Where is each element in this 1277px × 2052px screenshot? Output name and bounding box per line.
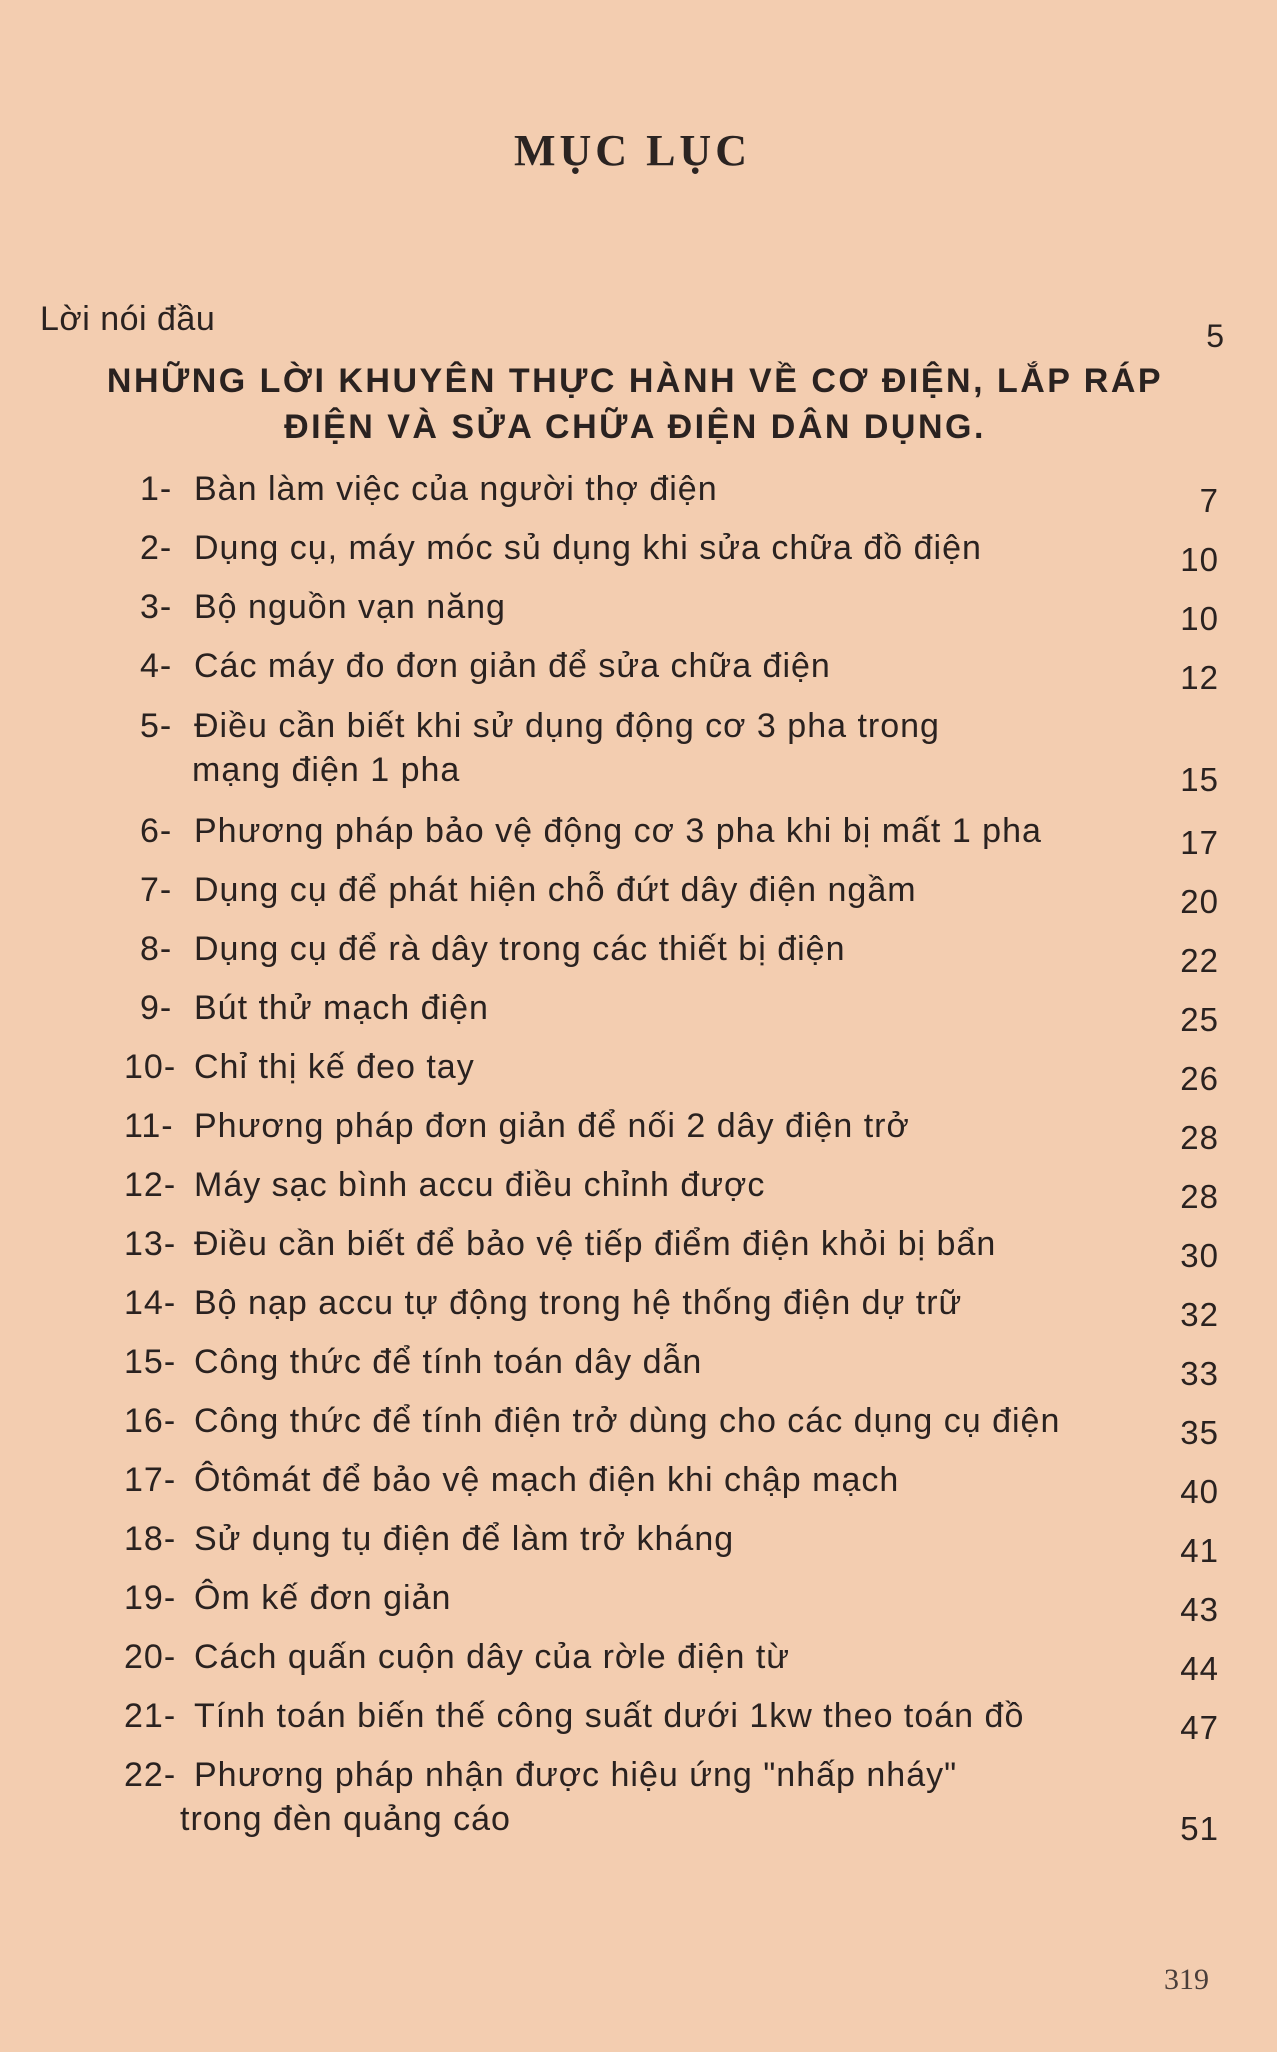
toc-entry-text-continued: trong đèn quảng cáo bbox=[180, 1800, 511, 1838]
toc-entry-page: 43 bbox=[1180, 1591, 1219, 1628]
toc-entry-text: Dụng cụ, máy móc sủ dụng khi sửa chữa đồ điện bbox=[194, 529, 982, 567]
toc-entry-text: Điều cần biết để bảo vệ tiếp điểm điện khỏi bị bẩn bbox=[194, 1225, 997, 1263]
toc-entry-text: Dụng cụ để rà dây trong các thiết bị điện bbox=[194, 930, 846, 968]
toc-entry-text: Ôm kế đơn giản bbox=[194, 1579, 452, 1617]
toc-entry-number: 22- bbox=[124, 1756, 177, 1794]
toc-entry-number: 5- bbox=[140, 707, 173, 745]
toc-entry-number: 18- bbox=[124, 1520, 177, 1558]
toc-entry-page: 10 bbox=[1180, 600, 1219, 637]
section-title-line-1: NHỮNG LỜI KHUYÊN THỰC HÀNH VỀ CƠ ĐIỆN, LẮP RÁP bbox=[106, 362, 1164, 400]
section-title bbox=[70, 358, 1200, 450]
toc-entry-text: Tính toán biến thế công suất dưới 1kw theo toán đồ bbox=[194, 1697, 1025, 1735]
toc-entry-text: Cách quấn cuộn dây của rờle điện từ bbox=[194, 1638, 791, 1676]
toc-entry-number: 11- bbox=[124, 1107, 174, 1145]
page-number: 319 bbox=[1164, 1963, 1209, 1996]
toc-entry-page: 41 bbox=[1180, 1532, 1219, 1569]
toc-entry-text: Phương pháp bảo vệ động cơ 3 pha khi bị mất 1 pha bbox=[194, 812, 1042, 850]
toc-entry-text: Bộ nguồn vạn năng bbox=[194, 588, 506, 626]
toc-entry-number: 10- bbox=[124, 1048, 177, 1086]
toc-entry-page: 10 bbox=[1180, 541, 1219, 578]
toc-entry-number: 8- bbox=[140, 930, 173, 968]
toc-entry-page: 28 bbox=[1180, 1119, 1219, 1156]
toc-entry-page: 47 bbox=[1180, 1709, 1219, 1746]
toc-entry-text: Điều cần biết khi sử dụng động cơ 3 pha trong bbox=[194, 707, 940, 745]
toc-entry-number: 21- bbox=[124, 1697, 177, 1735]
toc-entry-page: 51 bbox=[1180, 1810, 1219, 1847]
toc-entry-page: 40 bbox=[1180, 1473, 1219, 1510]
toc-entry-page: 35 bbox=[1180, 1414, 1219, 1451]
toc-entry-text: Dụng cụ để phát hiện chỗ đứt dây điện ngầm bbox=[194, 871, 917, 909]
toc-entry-number: 16- bbox=[124, 1402, 177, 1440]
toc-entry-text: Bút thử mạch điện bbox=[194, 989, 489, 1027]
toc-entry-page: 32 bbox=[1180, 1296, 1219, 1333]
toc-entry-page: 30 bbox=[1180, 1237, 1219, 1274]
toc-entry-number: 15- bbox=[124, 1343, 177, 1381]
toc-entry-page: 20 bbox=[1180, 883, 1219, 920]
toc-entry-number: 20- bbox=[124, 1638, 177, 1676]
toc-entry-text: Chỉ thị kế đeo tay bbox=[194, 1048, 475, 1086]
section-title-line-2: ĐIỆN VÀ SỬA CHỮA ĐIỆN DÂN DỤNG. bbox=[284, 408, 986, 446]
preface-label: Lời nói đầu bbox=[40, 300, 216, 338]
toc-entry-text: Công thức để tính toán dây dẫn bbox=[194, 1343, 703, 1381]
toc-entry-page: 44 bbox=[1180, 1650, 1219, 1687]
toc-entry-number: 4- bbox=[140, 647, 173, 685]
toc-entry-text: Các máy đo đơn giản để sửa chữa điện bbox=[194, 647, 831, 685]
toc-entry-number: 14- bbox=[124, 1284, 177, 1322]
toc-entry-number: 12- bbox=[124, 1166, 177, 1204]
toc-entry-text: Phương pháp nhận được hiệu ứng "nhấp nháy" bbox=[194, 1756, 958, 1794]
toc-entry-page: 26 bbox=[1180, 1060, 1219, 1097]
toc-entry-page: 33 bbox=[1180, 1355, 1219, 1392]
toc-entry-text: Công thức để tính điện trở dùng cho các dụng cụ điện bbox=[194, 1402, 1061, 1440]
toc-entry-number: 17- bbox=[124, 1461, 177, 1499]
toc-entry-text-continued: mạng điện 1 pha bbox=[192, 751, 461, 789]
page-title: MỤC LỤC bbox=[514, 126, 751, 175]
toc-entry-page: 7 bbox=[1199, 482, 1219, 519]
toc-entry-text: Bàn làm việc của người thợ điện bbox=[194, 470, 718, 508]
toc-entry-text: Ôtômát để bảo vệ mạch điện khi chập mạch bbox=[194, 1461, 900, 1499]
toc-entry-number: 9- bbox=[140, 989, 173, 1027]
toc-entry-page: 17 bbox=[1180, 824, 1219, 861]
toc-entry-text: Sử dụng tụ điện để làm trở kháng bbox=[194, 1520, 735, 1558]
toc-entry-number: 6- bbox=[140, 812, 173, 850]
toc-entry-page: 25 bbox=[1180, 1001, 1219, 1038]
toc-entry-page: 15 bbox=[1180, 761, 1219, 798]
toc-entry-number: 1- bbox=[140, 470, 173, 508]
toc-entry-page: 28 bbox=[1180, 1178, 1219, 1215]
toc-entry-number: 3- bbox=[140, 588, 173, 626]
toc-entry-text: Máy sạc bình accu điều chỉnh được bbox=[194, 1166, 766, 1204]
preface-page-number: 5 bbox=[1206, 318, 1224, 354]
toc-entry-number: 2- bbox=[140, 529, 173, 567]
toc-entry-number: 19- bbox=[124, 1579, 177, 1617]
toc-entry-number: 7- bbox=[140, 871, 173, 909]
toc-entry-number: 13- bbox=[124, 1225, 177, 1263]
toc-entry-page: 12 bbox=[1180, 659, 1219, 696]
toc-entry-text: Phương pháp đơn giản để nối 2 dây điện trở bbox=[194, 1107, 910, 1145]
toc-entry-page: 22 bbox=[1180, 942, 1219, 979]
toc-entry-text: Bộ nạp accu tự động trong hệ thống điện dự trữ bbox=[194, 1284, 963, 1322]
